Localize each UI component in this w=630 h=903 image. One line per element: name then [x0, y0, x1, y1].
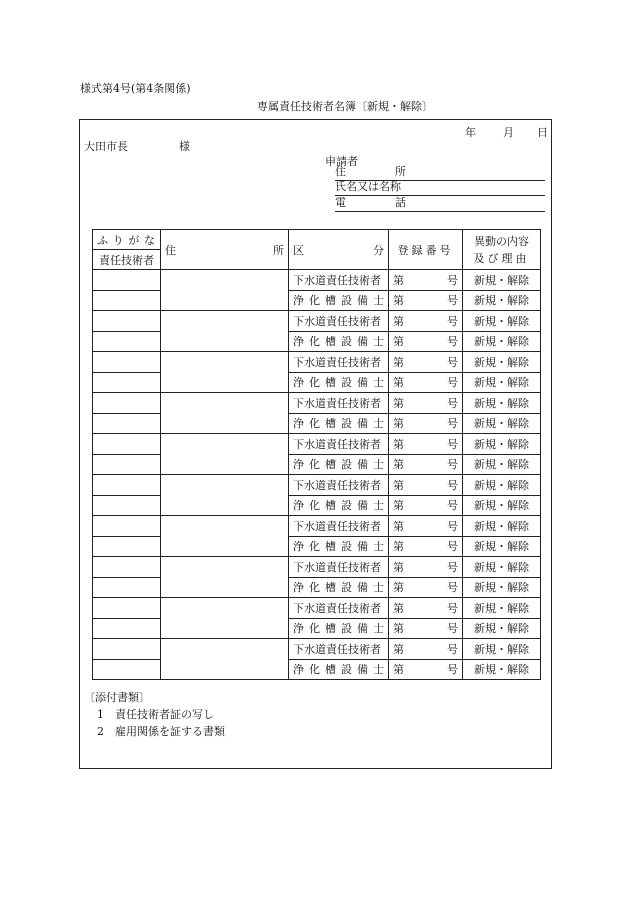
technician-name-cell[interactable]	[93, 372, 161, 393]
date-year-label: 年	[465, 126, 476, 139]
registration-number-cell[interactable]: 第 号	[389, 557, 463, 578]
header-category: 区 分	[289, 230, 389, 270]
category-cell: 下水道責任技術者	[289, 270, 389, 291]
applicant-name-field[interactable]	[335, 181, 545, 196]
category-cell: 浄 化 槽 設 備 士	[289, 331, 389, 352]
date-month-label: 月	[503, 126, 514, 139]
category-cell: 下水道責任技術者	[289, 475, 389, 496]
address-cell[interactable]	[161, 516, 289, 557]
registration-number-cell[interactable]: 第 号	[389, 598, 463, 619]
category-cell: 浄 化 槽 設 備 士	[289, 659, 389, 680]
address-cell[interactable]	[161, 270, 289, 311]
category-cell: 下水道責任技術者	[289, 598, 389, 619]
category-cell: 浄 化 槽 設 備 士	[289, 536, 389, 557]
technician-name-cell[interactable]	[93, 659, 161, 680]
registration-number-cell[interactable]: 第 号	[389, 331, 463, 352]
change-reason-cell[interactable]: 新規・解除	[463, 372, 541, 393]
category-cell: 浄 化 槽 設 備 士	[289, 372, 389, 393]
form-number: 様式第4号(第4条関係)	[80, 82, 191, 95]
header-responsible: 責任技術者	[93, 250, 161, 270]
furigana-cell[interactable]	[93, 270, 161, 291]
registration-number-cell[interactable]: 第 号	[389, 475, 463, 496]
technician-name-cell[interactable]	[93, 536, 161, 557]
change-reason-cell[interactable]: 新規・解除	[463, 454, 541, 475]
technician-name-cell[interactable]	[93, 618, 161, 639]
change-reason-cell[interactable]: 新規・解除	[463, 516, 541, 537]
registration-number-cell[interactable]: 第 号	[389, 413, 463, 434]
change-reason-cell[interactable]: 新規・解除	[463, 475, 541, 496]
addressee	[84, 138, 190, 154]
furigana-cell[interactable]	[93, 598, 161, 619]
technician-name-cell[interactable]	[93, 454, 161, 475]
category-cell: 浄 化 槽 設 備 士	[289, 454, 389, 475]
category-cell: 下水道責任技術者	[289, 557, 389, 578]
table-row	[93, 536, 541, 557]
category-cell: 下水道責任技術者	[289, 516, 389, 537]
category-cell: 下水道責任技術者	[289, 352, 389, 373]
registration-number-cell[interactable]: 第 号	[389, 311, 463, 332]
category-cell: 浄 化 槽 設 備 士	[289, 495, 389, 516]
category-cell: 下水道責任技術者	[289, 393, 389, 414]
registration-number-cell[interactable]: 第 号	[389, 659, 463, 680]
registration-number-cell[interactable]: 第 号	[389, 618, 463, 639]
table-row	[93, 618, 541, 639]
document-title: 専属責任技術者名簿〔新規・解除〕	[257, 100, 433, 113]
change-reason-cell[interactable]: 新規・解除	[463, 536, 541, 557]
furigana-cell[interactable]	[93, 434, 161, 455]
furigana-cell[interactable]	[93, 352, 161, 373]
furigana-cell[interactable]	[93, 475, 161, 496]
change-reason-cell[interactable]: 新規・解除	[463, 352, 541, 373]
technician-name-cell[interactable]	[93, 577, 161, 598]
applicant-phone-field[interactable]	[335, 197, 545, 212]
registration-number-cell[interactable]: 第 号	[389, 393, 463, 414]
technician-name-cell[interactable]	[93, 290, 161, 311]
furigana-cell[interactable]	[93, 516, 161, 537]
category-cell: 下水道責任技術者	[289, 639, 389, 660]
attachments	[84, 689, 225, 740]
table-row	[93, 639, 541, 660]
change-reason-cell[interactable]: 新規・解除	[463, 393, 541, 414]
change-reason-cell[interactable]: 新規・解除	[463, 598, 541, 619]
applicant-name-label: 氏名又は名称	[335, 180, 401, 193]
attachment-item: 2 雇用関係を証する書類	[97, 725, 225, 738]
change-reason-cell[interactable]: 新規・解除	[463, 618, 541, 639]
change-reason-cell[interactable]: 新規・解除	[463, 434, 541, 455]
attachment-item: 1 責任技術者証の写し	[97, 708, 214, 721]
table-row	[93, 475, 541, 496]
technician-name-cell[interactable]	[93, 413, 161, 434]
table-row	[93, 372, 541, 393]
registration-number-cell[interactable]: 第 号	[389, 434, 463, 455]
table-row	[93, 352, 541, 373]
applicant-address-label-1: 住	[335, 165, 346, 178]
applicant-phone-label-2: 話	[395, 196, 406, 209]
header-change-reason: 異動の内容 及び理由	[463, 230, 541, 270]
table-row	[93, 557, 541, 578]
technician-name-cell[interactable]	[93, 495, 161, 516]
technician-name-cell[interactable]	[93, 331, 161, 352]
attachments-title: 〔添付書類〕	[84, 691, 150, 704]
technician-register-table	[92, 229, 541, 680]
registration-number-cell[interactable]: 第 号	[389, 639, 463, 660]
address-cell[interactable]	[161, 393, 289, 434]
table-row	[93, 311, 541, 332]
change-reason-cell[interactable]: 新規・解除	[463, 413, 541, 434]
table-row	[93, 516, 541, 537]
addressee-name: 大田市長	[84, 140, 128, 153]
address-cell[interactable]	[161, 352, 289, 393]
change-reason-cell[interactable]: 新規・解除	[463, 557, 541, 578]
registration-number-cell[interactable]: 第 号	[389, 290, 463, 311]
registration-number-cell[interactable]: 第 号	[389, 352, 463, 373]
table-row	[93, 290, 541, 311]
category-cell: 下水道責任技術者	[289, 311, 389, 332]
registration-number-cell[interactable]: 第 号	[389, 536, 463, 557]
furigana-cell[interactable]	[93, 393, 161, 414]
change-reason-cell[interactable]: 新規・解除	[463, 311, 541, 332]
change-reason-cell[interactable]: 新規・解除	[463, 659, 541, 680]
change-reason-cell[interactable]: 新規・解除	[463, 495, 541, 516]
table-row	[93, 495, 541, 516]
address-cell[interactable]	[161, 311, 289, 352]
registration-number-cell[interactable]: 第 号	[389, 495, 463, 516]
table-row	[93, 598, 541, 619]
category-cell: 浄 化 槽 設 備 士	[289, 413, 389, 434]
registration-number-cell[interactable]: 第 号	[389, 454, 463, 475]
applicant-address-label-2: 所	[395, 165, 406, 178]
table-row	[93, 577, 541, 598]
table-row	[93, 659, 541, 680]
furigana-cell[interactable]	[93, 639, 161, 660]
category-cell: 浄 化 槽 設 備 士	[289, 290, 389, 311]
date-day-label: 日	[537, 126, 548, 139]
registration-number-cell[interactable]: 第 号	[389, 372, 463, 393]
addressee-honorific: 様	[179, 140, 190, 153]
address-cell[interactable]	[161, 475, 289, 516]
registration-number-cell[interactable]: 第 号	[389, 516, 463, 537]
change-reason-cell[interactable]: 新規・解除	[463, 331, 541, 352]
furigana-cell[interactable]	[93, 557, 161, 578]
category-cell: 下水道責任技術者	[289, 434, 389, 455]
address-cell[interactable]	[161, 598, 289, 639]
furigana-cell[interactable]	[93, 311, 161, 332]
category-cell: 浄 化 槽 設 備 士	[289, 618, 389, 639]
table-row	[93, 331, 541, 352]
change-reason-cell[interactable]: 新規・解除	[463, 639, 541, 660]
address-cell[interactable]	[161, 557, 289, 598]
category-cell: 浄 化 槽 設 備 士	[289, 577, 389, 598]
registration-number-cell[interactable]: 第 号	[389, 270, 463, 291]
applicant-phone-label-1: 電	[335, 196, 346, 209]
change-reason-cell[interactable]: 新規・解除	[463, 290, 541, 311]
table-row	[93, 434, 541, 455]
header-registration-number: 登録番号	[389, 230, 463, 270]
header-furigana: ふ り が な	[93, 230, 161, 250]
table-row	[93, 270, 541, 291]
registration-number-cell[interactable]: 第 号	[389, 577, 463, 598]
address-cell[interactable]	[161, 434, 289, 475]
table-row	[93, 413, 541, 434]
applicant-label: 申請者	[325, 155, 358, 168]
change-reason-cell[interactable]: 新規・解除	[463, 577, 541, 598]
change-reason-cell[interactable]: 新規・解除	[463, 270, 541, 291]
table-row	[93, 393, 541, 414]
address-cell[interactable]	[161, 639, 289, 680]
table-row	[93, 454, 541, 475]
header-address: 住 所	[161, 230, 289, 270]
